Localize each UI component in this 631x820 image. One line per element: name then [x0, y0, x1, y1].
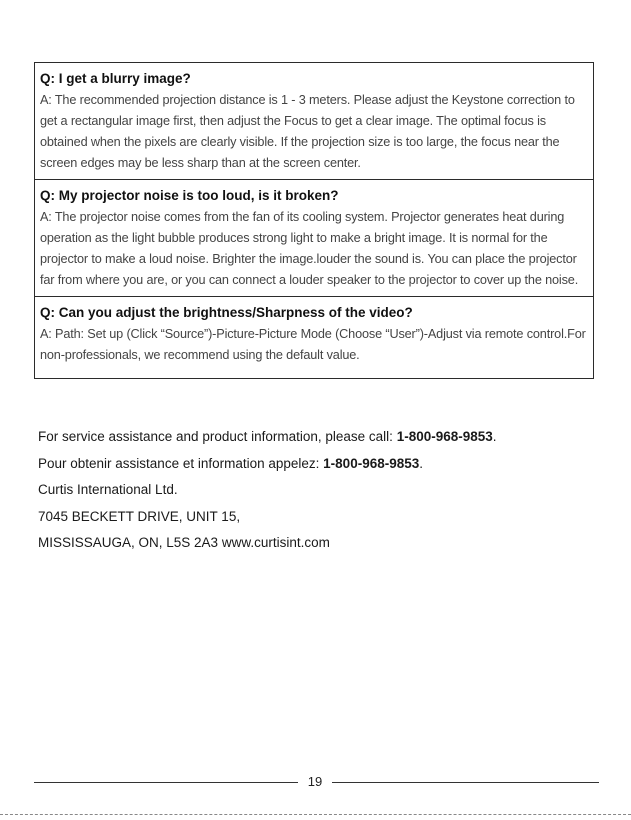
faq-item-blurry-image: [35, 63, 593, 180]
page-footer: [34, 772, 599, 792]
french-service-line: [38, 451, 598, 478]
page-number: 19: [307, 774, 323, 789]
service-line: [38, 424, 598, 451]
faq-answer: A: Path: Set up (Click “Source”)-Picture-Picture Mode (Choose “User”)-Adjust via remote control.For non-professionals, we recommend using the default value.: [40, 327, 586, 362]
faq-question: Q: My projector noise is too loud, is it broken?: [40, 188, 339, 203]
address-line-2: MISSISSAUGA, ON, L5S 2A3 www.curtisint.com: [38, 535, 330, 550]
company-name: Curtis International Ltd.: [38, 482, 178, 497]
french-text: Pour obtenir assistance et information appelez:: [38, 455, 324, 471]
contact-info: [38, 424, 598, 557]
service-end: .: [492, 429, 497, 444]
faq-item-projector-noise: [35, 180, 593, 297]
faq-answer: A: The projector noise comes from the fan of its cooling system. Projector generates heat during operation as the light bubble produces strong light to make a bright image. It is normal for the projector to make a loud noise. Brighter the image.louder the sound is. You can place the projector far from where you are, or you can connect a louder speaker to the projector to cover up the noise.: [40, 210, 579, 287]
service-phone: 1-800-968-9853: [396, 429, 493, 444]
address-line-1: 7045 BECKETT DRIVE, UNIT 15,: [38, 508, 241, 524]
faq-box: [34, 62, 594, 379]
bottom-dashed-border: [0, 814, 631, 815]
footer-rule-right: [332, 782, 599, 783]
french-end: .: [419, 455, 424, 471]
faq-question: Q: Can you adjust the brightness/Sharpness of the video?: [40, 305, 413, 320]
service-text: For service assistance and product information, please call:: [38, 429, 397, 444]
footer-rule-left: [34, 782, 298, 783]
french-phone: 1-800-968-9853: [323, 455, 420, 471]
faq-answer: A: The recommended projection distance is 1 - 3 meters. Please adjust the Keystone correction to get a rectangular image first, then adjust the Focus to get a clear image. The optimal focus is obtained when the pixels are clearly visible. If the projection size is too large, the focus near the screen edges may be less sharp than at the screen center.: [40, 93, 575, 170]
faq-question: Q: I get a blurry image?: [40, 71, 191, 86]
faq-item-brightness: [35, 297, 593, 378]
